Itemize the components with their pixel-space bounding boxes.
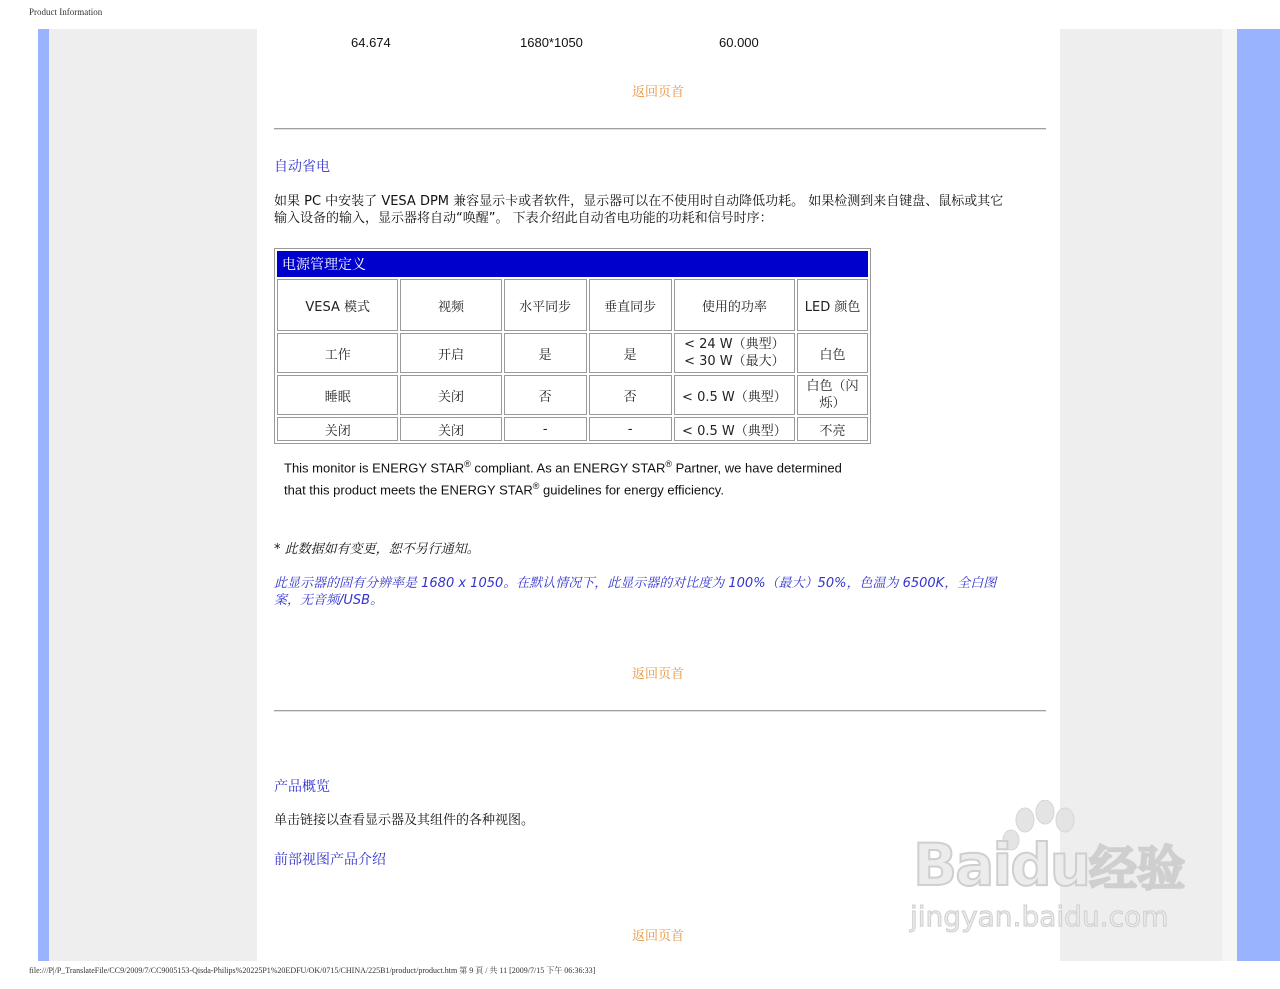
cell-power: < 0.5 W（典型）	[674, 417, 795, 441]
table-caption: 电源管理定义	[277, 251, 868, 277]
watermark-url: jingyan.baidu.com	[910, 900, 1169, 933]
energy-text-1: This monitor is ENERGY STAR	[284, 460, 465, 476]
cell-mode: 关闭	[277, 417, 398, 441]
right-blue-bar	[1237, 29, 1280, 961]
native-resolution-note: 此显示器的固有分辨率是 1680 x 1050。在默认情况下，此显示器的对比度为 100%（最大）50%，色温为 6500K，全白图案，无音频/USB。	[274, 576, 997, 608]
back-to-top-link[interactable]: 返回页首	[632, 85, 685, 100]
registered-mark: ®	[665, 459, 672, 469]
watermark-brand: Bai	[913, 831, 1011, 899]
header-led-color: LED 颜色	[797, 279, 868, 331]
timing-resolution: 1680*1050	[520, 35, 583, 50]
page-footer-path: file:///P|/P_TranslateFile/CC9/2009/7/CC9005153-Qisda-Philips%20225P1%20EDFU/OK/0715/CHINA/225B1/product/product.htm 第 9 頁 / 共 11 [2009/7/15 下午 06:36:33]	[29, 966, 596, 975]
cell-led: 白色	[797, 333, 868, 373]
header-vsync: 垂直同步	[589, 279, 672, 331]
right-edge-panel	[1222, 29, 1237, 961]
energy-star-statement	[284, 455, 844, 500]
timing-vfreq: 60.000	[719, 35, 759, 50]
registered-mark: ®	[532, 481, 540, 492]
back-to-top-link[interactable]: 返回页首	[632, 667, 685, 682]
registered-mark: ®	[464, 459, 471, 469]
cell-mode: 睡眠	[277, 375, 398, 415]
cell-vsync: -	[589, 417, 672, 441]
cell-led: 白色（闪烁）	[797, 375, 868, 415]
baidu-jingyan-watermark	[905, 800, 1205, 940]
cell-hsync: 是	[504, 333, 587, 373]
left-gray-panel	[49, 29, 257, 961]
divider	[274, 710, 1046, 712]
watermark-cn: 经验	[1089, 841, 1186, 897]
header-hsync: 水平同步	[504, 279, 587, 331]
power-management-table	[274, 248, 871, 444]
cell-power: < 0.5 W（典型）	[674, 375, 795, 415]
auto-power-description: 如果 PC 中安装了 VESA DPM 兼容显示卡或者软件，显示器可以在不使用时自动降低功耗。 如果检测到来自键盘、鼠标或其它输入设备的输入，显示器将自动“唤醒”。 下表介绍此自动省电功能的功耗和信号时序：	[274, 194, 1004, 226]
energy-text-3: Partner, we have determined that this product meets the ENERGY STAR	[284, 460, 842, 498]
cell-hsync: 否	[504, 375, 587, 415]
cell-power: < 24 W（典型） < 30 W（最大）	[674, 333, 795, 373]
header-vesa-mode: VESA 模式	[277, 279, 398, 331]
cell-vsync: 否	[589, 375, 672, 415]
page-header-title: Product Information	[29, 7, 103, 17]
cell-mode: 工作	[277, 333, 398, 373]
energy-text-2: compliant. As an ENERGY STAR	[470, 460, 666, 476]
front-view-link[interactable]: 前部视图产品介绍	[274, 852, 386, 868]
cell-video: 关闭	[400, 375, 501, 415]
back-to-top-link[interactable]: 返回页首	[632, 929, 685, 944]
auto-power-title: 自动省电	[274, 159, 330, 175]
watermark-brand2: du	[1010, 831, 1090, 899]
product-overview-title: 产品概览	[274, 779, 330, 795]
divider	[274, 128, 1046, 130]
header-video: 视频	[400, 279, 501, 331]
cell-video: 开启	[400, 333, 501, 373]
left-blue-bar	[38, 29, 49, 961]
cell-hsync: -	[504, 417, 587, 441]
energy-text-4: guidelines for energy efficiency.	[539, 482, 724, 498]
cell-video: 关闭	[400, 417, 501, 441]
timing-hfreq: 64.674	[351, 35, 391, 50]
product-overview-description: 单击链接以查看显示器及其组件的各种视图。	[274, 813, 535, 828]
header-power-used: 使用的功率	[674, 279, 795, 331]
cell-vsync: 是	[589, 333, 672, 373]
cell-led: 不亮	[797, 417, 868, 441]
change-notice: * 此数据如有变更，恕不另行通知。	[274, 542, 480, 557]
